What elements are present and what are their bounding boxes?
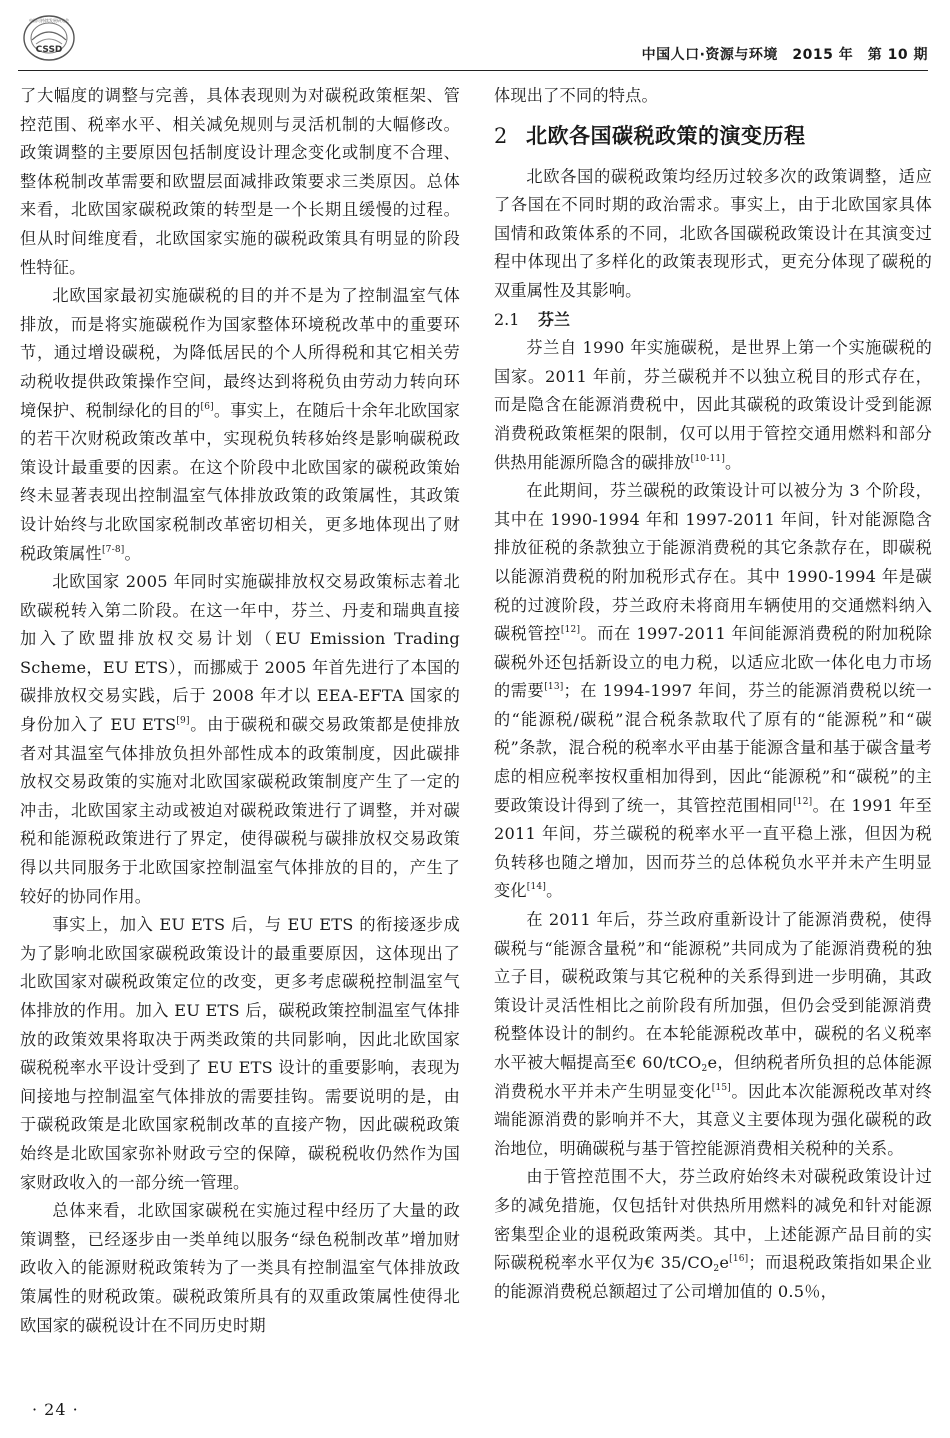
subsection-heading bbox=[494, 306, 932, 335]
left-paragraph-5: 总体来看，北欧国家碳税在实施过程中经历了大量的政策调整，已经逐步由一类单纯以服务“绿色税制改革”增加财政收入的能源财税政策转为了一类具有控制温室气体排放政策属性的财税政策。碳税政策所具有的双重政策属性使得北欧国家的碳税设计在不同历史时期 bbox=[20, 1201, 460, 1335]
citation-ref: [16] bbox=[729, 1254, 749, 1265]
citation-ref: [12] bbox=[560, 625, 581, 636]
cssd-logo-icon bbox=[22, 14, 76, 62]
section-title: 北欧各国碳税政策的演变历程 bbox=[526, 123, 806, 148]
right-paragraph-0: 体现出了不同的特点。 bbox=[494, 86, 658, 105]
page-number: · 24 · bbox=[32, 1400, 79, 1419]
left-paragraph-4: 事实上，加入 EU ETS 后，与 EU ETS 的衔接逐步成为了影响北欧国家碳税政策设计的最重要原因，这体现出了北欧国家对碳税政策定位的改变，更多考虑碳税控制温室气体排放的作用。加入 EU ETS 后，碳税政策控制温室气体排放的政策效果将取决于两类政策的共同影响，因此北欧国家碳税税率水平设计受到了 EU ETS 设计的重要影响，表现为间接地与控制温室气体排放的需要挂钩。需要说明的是，由于碳税政策是北欧国家税制改革的直接产物，因此碳税政策始终是北欧国家弥补财政亏空的保障，碳税税收仍然作为国家财政收入的一部分统一管理。 bbox=[20, 915, 460, 1192]
right-paragraph-3: 在此期间，芬兰碳税的政策设计可以被分为 3 个阶段，其中在 1990-1994 年和 1997-2011 年间，针对能源隐含排放征税的条款独立于能源消费税的其它条款存在，即碳税以能源消费税的附加税形式存在。其中 1990-1994 年是碳税的过渡阶段，芬兰政府未将商用车辆使用的交通燃料纳入碳税管控[12]。而在 1997-2011 年间能源消费税的附加税除碳税外还包括新设立的电力税，以适应北欧一体化电力市场的需要[13]；在 1994-1997 年间，芬兰的能源消费税以统一的“能源税/碳税”混合税条款取代了原有的“能源税”和“碳税”条款，混合税的税率水平由基于能源含量和基于碳含量考虑的相应税率按权重相加得到，因此“能源税”和“碳税”的主要政策设计得到了统一，其管控范围相同[12]。在 1991 年至 2011 年间，芬兰碳税的税率水平一直平稳上涨，但因为税负转移也随之增加，因而芬兰的总体税负水平并未产生明显变化[14]。 bbox=[494, 481, 932, 901]
journal-info: 中国人口·资源与环境 2015 年 第 10 期 bbox=[641, 47, 928, 63]
citation-ref: [15] bbox=[711, 1082, 732, 1093]
citation-ref: [12] bbox=[793, 796, 813, 807]
right-paragraph-4: 在 2011 年后，芬兰政府重新设计了能源消费税，使得碳税与“能源含量税”和“能源税”共同成为了能源消费税的独立子目，碳税政策与其它税种的关系得到进一步明确，其政策设计灵活性相比之前阶段有所加强，但仍会受到能源消费税整体设计的制约。在本轮能源税改革中，碳税的名义税率水平被大幅提高至€ 60/tCO$_2$e，但纳税者所负担的总体能源消费税水平并未产生明显变化[15]。因此本次能源税改革对终端能源消费的影响并不大，其意义主要体现为强化碳税的政治地位，明确碳税与基于管控能源消费相关税种的关系。 bbox=[494, 910, 932, 1158]
right-column bbox=[494, 82, 932, 1306]
right-paragraph-5: 由于管控范围不大，芬兰政府始终未对碳税政策设计过多的减免措施，仅包括针对供热所用燃料的减免和针对能源密集型企业的退税政策两类。其中，上述能源产品目前的实际碳税税率水平仅为€ $35/CO_2e[16]$；而退税政策指如果企业的能源消费税总额超过了公司增加值的 0.5％， bbox=[494, 1167, 932, 1301]
left-paragraph-3: 北欧国家 2005 年同时实施碳排放权交易政策标志着北欧碳税转入第二阶段。在这一年中，芬兰、丹麦和瑞典直接加入了欧盟排放权交易计划（EU Emission Trading Scheme，EU ETS），而挪威于 2005 年首先进行了本国的碳排放权交易实践，后于 2008 年才以 EEA-EFTA 国家的身份加入了 EU ETS[9]。由于碳税和碳交易政策都是使排放者对其温室气体排放负担外部性成本的政策制度，因此碳排放权交易政策的实施对北欧国家碳税政策制度产生了一定的冲击，北欧国家主动或被迫对碳税政策进行了调整，并对碳税和能源税政策进行了界定，使得碳税与碳排放权交易政策得以共同服务于北欧国家控制温室气体排放的目的，产生了较好的协同作用。 bbox=[20, 572, 460, 906]
logo-text: CSSD bbox=[35, 45, 63, 55]
section-heading bbox=[494, 121, 932, 151]
citation-ref: [9] bbox=[176, 716, 190, 727]
citation-ref: [13] bbox=[544, 682, 564, 693]
left-column bbox=[20, 82, 460, 1340]
subsection-number: 2.1 bbox=[494, 309, 520, 329]
left-paragraph-2: 北欧国家最初实施碳税的目的并不是为了控制温室气体排放，而是将实施碳税作为国家整体环境税改革中的重要环节，通过增设碳税，为降低居民的个人所得税和其它相关劳动税收提供政策操作空间，最终达到将税负由劳动力转向环境保护、税制绿化的目的[6]。事实上，在随后十余年北欧国家的若干次财税政策改革中，实现税负转移始终是影响碳税政策设计最重要的因素。在这个阶段中北欧国家的碳税政策始终未显著表现出控制温室气体排放政策的政策属性，其政策设计始终与北欧国家税制改革密切相关，更多地体现出了财税政策属性[7-8]。 bbox=[20, 286, 460, 563]
citation-ref: [6] bbox=[200, 401, 214, 412]
section-number: 2 bbox=[494, 123, 508, 148]
right-paragraph-2: 芬兰自 1990 年实施碳税，是世界上第一个实施碳税的国家。2011 年前，芬兰碳税并不以独立税目的形式存在，而是隐含在能源消费税中，因此其碳税的政策设计受到能源消费税政策框架的限制，仅可以用于管控交通用燃料和部分供热用能源所隐含的碳排放[10-11]。 bbox=[494, 338, 932, 472]
page-header bbox=[18, 10, 928, 71]
right-paragraph-1: 北欧各国的碳税政策均经历过较多次的政策调整，适应了各国在不同时期的政治需求。事实上，由于北欧国家具体国情和政策体系的不同，北欧各国碳税政策设计在其演变过程中体现出了多样化的政策表现形式，更充分体现了碳税的双重属性及其影响。 bbox=[494, 166, 932, 300]
citation-ref: [7-8] bbox=[101, 544, 125, 555]
citation-ref: [14] bbox=[526, 882, 547, 893]
subsection-title: 芬兰 bbox=[538, 309, 571, 329]
citation-ref: [10-11] bbox=[690, 453, 726, 464]
logo-ring-text: 中国可持续发展研究会 bbox=[29, 18, 69, 23]
left-paragraph-1: 了大幅度的调整与完善，具体表现则为对碳税政策框架、管控范围、税率水平、相关减免规则与灵活机制的大幅修改。政策调整的主要原因包括制度设计理念变化或制度不合理、整体税制改革需要和欧盟层面减排政策要求三类原因。总体来看，北欧国家碳税政策的转型是一个长期且缓慢的过程。但从时间维度看，北欧国家实施的碳税政策具有明显的阶段性特征。 bbox=[20, 86, 460, 277]
